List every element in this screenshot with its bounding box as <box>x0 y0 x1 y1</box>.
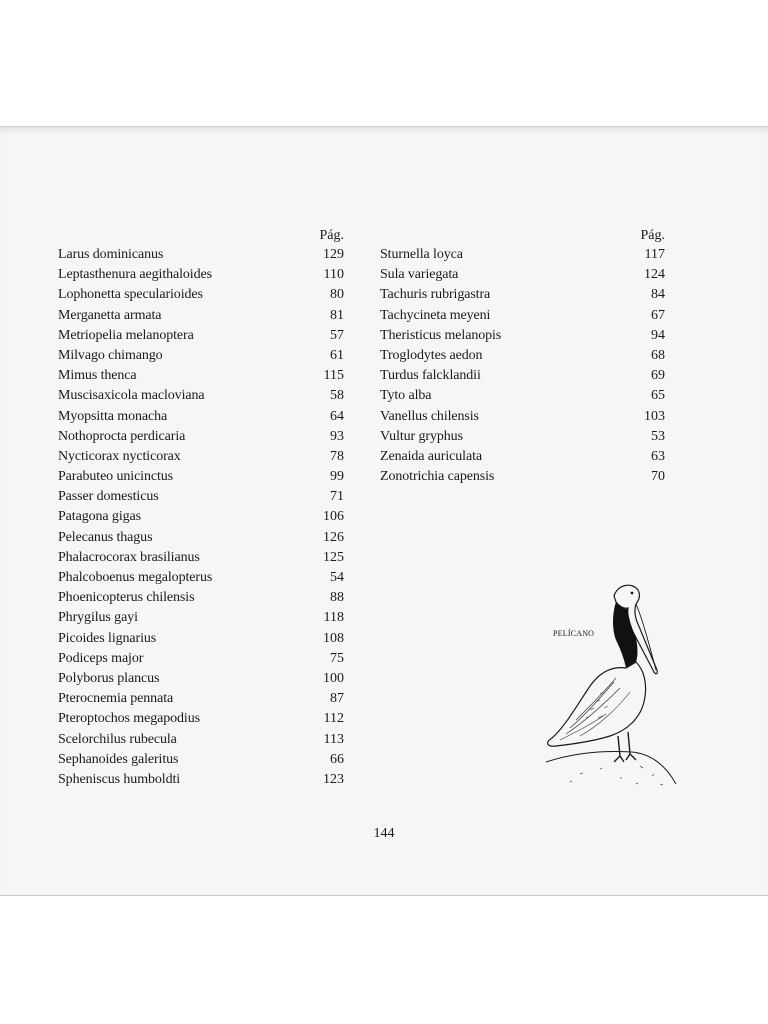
page-reference: 75 <box>330 650 344 666</box>
species-name: Vultur gryphus <box>380 428 463 444</box>
index-entry <box>380 346 665 366</box>
index-entry <box>380 386 665 406</box>
index-entry <box>380 447 665 467</box>
index-entry <box>58 548 344 568</box>
page-reference: 123 <box>323 771 344 787</box>
index-entry <box>58 386 344 406</box>
page-reference: 125 <box>323 549 344 565</box>
index-entry <box>380 427 665 447</box>
index-entry <box>58 326 344 346</box>
species-name: Parabuteo unicinctus <box>58 469 174 485</box>
species-name: Pterocnemia pennata <box>58 691 174 707</box>
index-entry <box>58 528 344 548</box>
species-name: Scelorchilus rubecula <box>58 731 177 747</box>
page-reference: 126 <box>323 529 344 545</box>
page-reference: 63 <box>651 448 665 464</box>
index-entry <box>380 245 665 265</box>
page-reference: 53 <box>651 428 665 444</box>
species-name: Milvago chimango <box>58 347 163 363</box>
species-name: Nothoprocta perdicaria <box>58 428 186 444</box>
index-entry <box>58 467 344 487</box>
index-column-right <box>380 227 665 487</box>
page-reference: 129 <box>323 247 344 262</box>
index-entry <box>380 265 665 285</box>
page-reference: 69 <box>651 368 665 384</box>
species-name: Polyborus plancus <box>58 670 160 686</box>
index-entry <box>58 629 344 649</box>
species-name: Metriopelia melanoptera <box>58 327 194 343</box>
page-reference: 118 <box>323 610 344 626</box>
page-reference: 108 <box>323 630 344 646</box>
page-reference: 84 <box>651 287 665 303</box>
species-name: Mimus thenca <box>58 368 137 384</box>
index-entry <box>58 366 344 386</box>
species-name: Zenaida auriculata <box>380 448 482 464</box>
page-reference: 58 <box>330 388 344 404</box>
page-reference: 94 <box>651 327 665 343</box>
index-entry <box>58 487 344 507</box>
species-name: Tyto alba <box>380 388 432 404</box>
species-name: Sturnella loyca <box>380 247 463 262</box>
page-reference: 106 <box>323 509 344 525</box>
page-reference: 117 <box>644 247 665 262</box>
species-name: Troglodytes aedon <box>380 347 483 363</box>
illustration-caption: PELÍCANO <box>553 629 595 638</box>
species-name: Merganetta armata <box>58 307 162 323</box>
species-name: Passer domesticus <box>58 489 159 505</box>
page-reference: 112 <box>323 711 344 727</box>
page-column-header: Pág. <box>640 228 665 243</box>
page-reference: 93 <box>330 428 344 444</box>
page-reference: 67 <box>651 307 665 323</box>
species-name: Lophonetta specularioides <box>58 287 203 303</box>
index-entry <box>58 568 344 588</box>
index-entry <box>380 306 665 326</box>
page-reference: 81 <box>330 307 344 323</box>
species-name: Tachycineta meyeni <box>380 307 491 323</box>
page-reference: 66 <box>330 751 344 767</box>
page-reference: 61 <box>330 347 344 363</box>
species-name: Sephanoides galeritus <box>58 751 179 767</box>
index-entry <box>58 346 344 366</box>
page-column-header: Pág. <box>319 228 344 243</box>
index-entry <box>58 649 344 669</box>
page-reference: 100 <box>323 670 344 686</box>
species-name: Larus dominicanus <box>58 247 164 262</box>
page-reference: 57 <box>330 327 344 343</box>
page-reference: 88 <box>330 590 344 606</box>
species-name: Turdus falcklandii <box>380 368 481 384</box>
index-entry <box>380 407 665 427</box>
index-entry <box>380 366 665 386</box>
species-name: Nycticorax nycticorax <box>58 448 181 464</box>
index-entry <box>58 507 344 527</box>
index-list-right <box>380 245 665 487</box>
index-entry <box>58 427 344 447</box>
species-name: Myopsitta monacha <box>58 408 168 424</box>
species-name: Pteroptochos megapodius <box>58 711 200 727</box>
page-reference: 71 <box>330 489 344 505</box>
index-entry <box>58 245 344 265</box>
index-entry <box>58 770 344 790</box>
page-reference: 103 <box>644 408 665 424</box>
index-column-left <box>58 227 344 790</box>
species-name: Theristicus melanopis <box>380 327 502 343</box>
index-list-left <box>58 245 344 790</box>
page-reference: 115 <box>323 368 344 384</box>
page-reference: 64 <box>330 408 344 424</box>
species-name: Phalacrocorax brasilianus <box>58 549 200 565</box>
species-name: Phalcoboenus megalopterus <box>58 570 213 585</box>
species-name: Picoides lignarius <box>58 630 157 646</box>
index-entry <box>58 447 344 467</box>
page-reference: 113 <box>323 731 344 747</box>
page-reference: 80 <box>330 287 344 303</box>
page-reference: 78 <box>330 448 344 464</box>
species-name: Sula variegata <box>380 267 459 283</box>
page-number: 144 <box>373 826 395 841</box>
page-reference: 70 <box>651 469 665 485</box>
species-name: Phoenicopterus chilensis <box>58 590 195 606</box>
page-reference: 54 <box>330 570 344 585</box>
index-entry <box>58 265 344 285</box>
index-entry <box>380 285 665 305</box>
index-entry <box>58 709 344 729</box>
page-reference: 99 <box>330 469 344 485</box>
species-name: Phrygilus gayi <box>58 610 138 626</box>
page-reference: 65 <box>651 388 665 404</box>
species-name: Muscisaxicola macloviana <box>58 388 205 404</box>
species-name: Vanellus chilensis <box>380 408 479 424</box>
index-entry <box>58 306 344 326</box>
page-reference: 110 <box>323 267 344 283</box>
pelican-icon <box>540 578 680 793</box>
index-entry <box>380 467 665 487</box>
species-name: Tachuris rubrigastra <box>380 287 491 303</box>
species-name: Spheniscus humboldti <box>58 771 181 787</box>
page-reference: 87 <box>330 691 344 707</box>
species-name: Podiceps major <box>58 650 144 666</box>
page-reference: 68 <box>651 347 665 363</box>
species-name: Leptasthenura aegithaloides <box>58 267 212 283</box>
species-name: Pelecanus thagus <box>58 529 153 545</box>
index-entry <box>58 588 344 608</box>
index-entry <box>58 689 344 709</box>
index-entry <box>58 407 344 427</box>
index-entry <box>380 326 665 346</box>
index-entry <box>58 608 344 628</box>
species-name: Zonotrichia capensis <box>380 469 495 485</box>
index-entry <box>58 285 344 305</box>
index-entry <box>58 730 344 750</box>
species-name: Patagona gigas <box>58 509 141 525</box>
index-entry <box>58 669 344 689</box>
page-reference: 124 <box>644 267 665 283</box>
index-entry <box>58 750 344 770</box>
